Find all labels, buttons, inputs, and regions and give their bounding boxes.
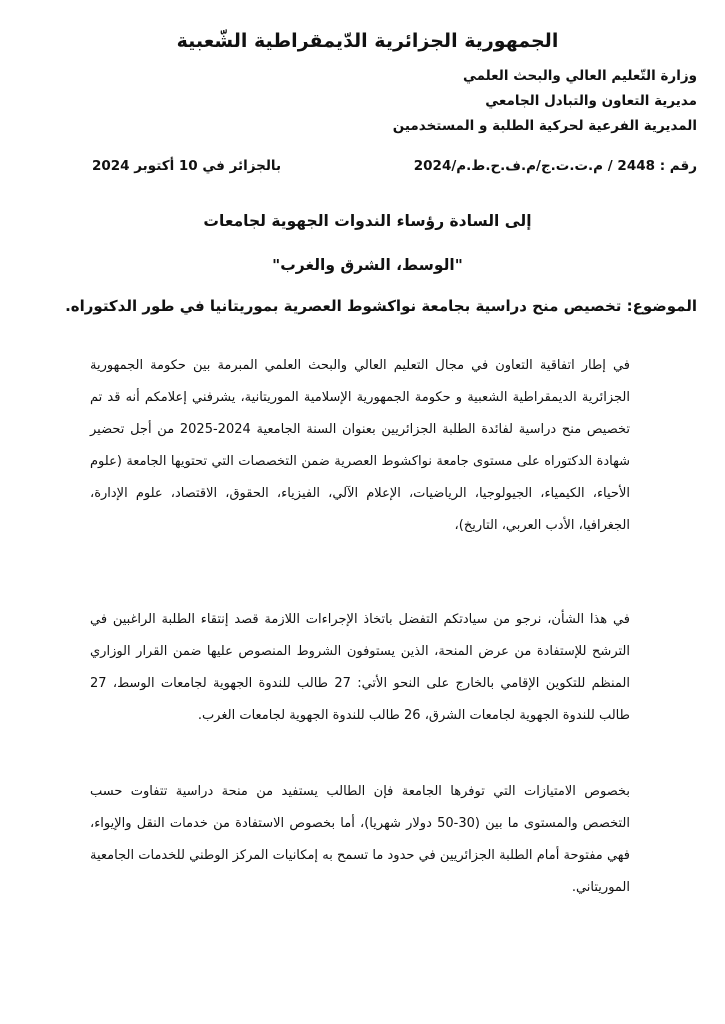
subject-line: الموضوع: تخصيص منح دراسية بجامعة نواكشوط العصرية بموريتانيا في طور الدكتوراه. [65,297,697,315]
ministry-name: وزارة التّعليم العالي والبحث العلمي [462,68,697,84]
ministry-header [393,64,697,139]
reference-number: رقم : 2448 / م.ت.ت.ج/م.ف.ح.ط.م/2024 [413,158,697,174]
addressee-regions: "الوسط، الشرق والغرب" [272,256,463,274]
republic-title: الجمهورية الجزائرية الدّيمقراطية الشّعبية [176,30,559,52]
body-paragraph-selection: في هذا الشأن، نرجو من سيادتكم التفضل باتخاذ الإجراءات اللازمة قصد إنتقاء الطلبة الراغبين في الترشح للإستفادة من عرض المنحة، الذين يستوفون الشروط المنصوص عليها ضمن القرار الوزاري المنظم للتكوين الإقامي بالخارج على النحو الأتي: 27 طالب للندوة الجهوية لجامعات الوسط، 27 طالب للندوة الجهوية لجامعات الشرق، 26 طالب للندوة الجهوية لجامعات الغرب. [90,612,630,723]
sub-directorate-name: المديرية الفرعية لحركية الطلبة و المستخدمين [392,118,697,134]
addressee-line: إلى السادة رؤساء الندوات الجهوية لجامعات [203,212,532,230]
letter-date: بالجزائر في 10 أكتوبر 2024 [92,158,282,174]
directorate-name: مديرية التعاون والتبادل الجامعي [485,93,697,109]
body-paragraph-benefits: بخصوص الامتيازات التي توفرها الجامعة فإن الطالب يستفيد من منحة دراسية تتفاوت حسب التخصص والمستوى ما بين (30-50 دولار شهريا)، أما بخصوص الاستفادة من خدمات النقل والإيواء، فهي مفتوحة أمام الطلبة الجزائريين في حدود ما تسمح به إمكانيات المركز الوطني للخدمات الجامعية الموريتاني. [90,784,631,895]
body-paragraph-agreement: في إطار اتفاقية التعاون في مجال التعليم العالي والبحث العلمي المبرمة بين حكومة الجمهورية الجزائرية الديمقراطية الشعبية و حكومة الجمهورية الإسلامية الموريتانية، يشرفني إعلامكم أنه قد تم تخصيص منح دراسية لفائدة الطلبة الجزائريين بعنوان السنة الجامعية 2024-2025 من أجل تحضير شهادة الدكتوراه على مستوى جامعة نواكشوط العصرية ضمن التخصصات التي تحتويها الجامعة (علوم الأحياء، الكيمياء، الجيولوجيا، الرياضيات، الإعلام الآلي، الفيزياء، الحقوق، الاقتصاد، علوم الإدارة، الجغرافيا، الأدب العربي، التاريخ)، [90,358,630,533]
